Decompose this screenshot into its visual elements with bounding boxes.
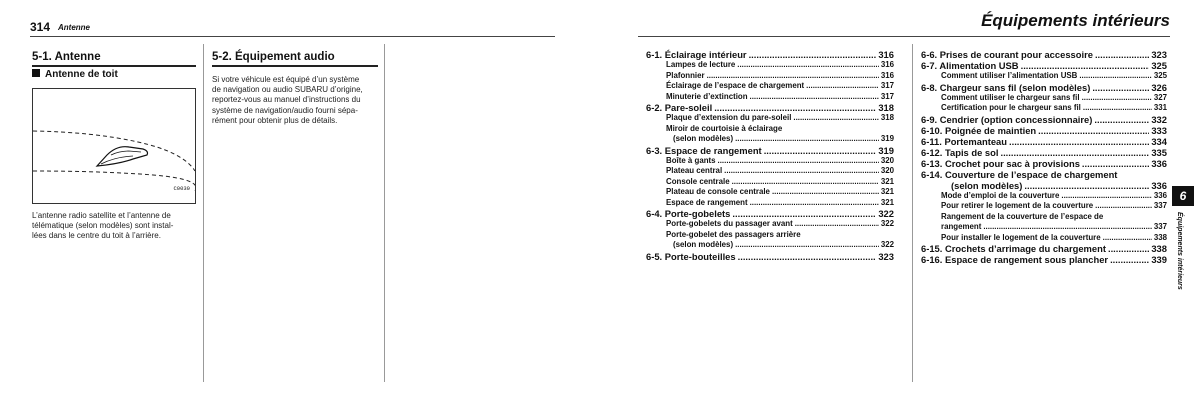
toc-leader-dots	[750, 198, 879, 209]
toc-entry	[646, 240, 894, 251]
roof-antenna-figure	[32, 88, 196, 204]
toc-entry	[646, 166, 894, 177]
toc-entry	[921, 254, 1167, 265]
toc-entry-label: (selon modèles)	[673, 134, 734, 143]
toc-entry-label: Pour installer le logement de la couverture	[941, 232, 1101, 242]
toc-leader-dots	[1083, 103, 1152, 114]
toc-entry-page: 321	[880, 187, 894, 196]
toc-entry	[646, 177, 894, 188]
toc-entry-page: 326	[1151, 81, 1167, 93]
toc-entry	[646, 230, 894, 241]
toc-entry-page: 317	[880, 81, 894, 90]
toc-leader-dots	[1082, 158, 1149, 169]
toc-entry-label: Plateau de console centrale	[666, 187, 770, 196]
toc-entry	[921, 103, 1167, 114]
toc-entry-page: 317	[880, 91, 894, 101]
header-rule	[638, 36, 1170, 37]
toc-entry	[646, 124, 894, 135]
toc-entry	[646, 102, 894, 113]
header-rule	[30, 36, 555, 37]
toc-entry-label: Certification pour le chargeur sans fil	[941, 103, 1081, 112]
column-divider	[203, 44, 204, 382]
toc-entry-label: (selon modèles)	[673, 240, 734, 249]
toc-entry-page: 319	[878, 144, 894, 156]
toc-entry-label: 6-11. Portemanteau	[921, 135, 1007, 147]
toc-entry-page: 336	[1153, 190, 1167, 200]
toc-entry-label: Plafonnier	[666, 70, 705, 80]
chapter-title: Équipements intérieurs	[981, 11, 1170, 30]
toc-leader-dots	[1095, 49, 1149, 60]
toc-entry-page: 320	[880, 155, 894, 165]
toc-leader-dots	[750, 92, 879, 103]
section-heading-antenne: 5-1. Antenne	[32, 51, 101, 63]
text-line: système de navigation/audio fourni sépa-	[212, 105, 358, 115]
right-page	[600, 0, 1200, 402]
section-rule	[212, 65, 378, 67]
toc-entry-label: 6-14. Couverture de l’espace de chargement	[921, 168, 1118, 180]
section-rule	[32, 65, 196, 67]
toc-entry	[646, 251, 894, 262]
toc-leader-dots	[983, 222, 1151, 233]
toc-entry-page: 337	[1153, 201, 1167, 210]
toc-leader-dots	[714, 102, 876, 113]
toc-entry-page: 323	[878, 250, 894, 262]
toc-entry-label: 6-3. Espace de rangement	[646, 144, 762, 156]
toc-entry	[921, 243, 1167, 254]
toc-leader-dots	[735, 240, 879, 251]
toc-entry	[646, 219, 894, 230]
toc-entry-label: Plateau central	[666, 166, 723, 175]
toc-entry-label: Espace de rangement	[666, 197, 748, 207]
toc-entry-page: 336	[1151, 179, 1167, 191]
column-divider	[912, 44, 913, 382]
square-bullet-icon	[32, 69, 40, 77]
toc-entry	[921, 49, 1167, 60]
toc-column-1	[646, 49, 894, 262]
toc-leader-dots	[1108, 243, 1149, 254]
toc-leader-dots	[718, 156, 879, 167]
toc-entry-page: 334	[1151, 135, 1167, 147]
toc-entry	[921, 60, 1167, 71]
toc-column-2	[921, 49, 1167, 265]
toc-entry	[646, 92, 894, 103]
toc-entry-page: 332	[1151, 113, 1167, 125]
toc-leader-dots	[1009, 136, 1149, 147]
subheading-text: Antenne de toit	[45, 69, 118, 80]
toc-leader-dots	[707, 71, 879, 82]
toc-entry-label: Pour retirer le logement de la couverture	[941, 201, 1094, 210]
toc-leader-dots	[738, 251, 877, 262]
text-line: lées dans le centre du toit à l’arrière.	[32, 231, 161, 241]
chapter-tab-label: Équipements intérieurs	[1176, 212, 1183, 290]
toc-leader-dots	[1079, 71, 1151, 82]
toc-entry	[921, 158, 1167, 169]
toc-entry-label: Mode d’emploi de la couverture	[941, 190, 1060, 200]
toc-entry-page: 321	[880, 176, 894, 186]
toc-entry-page: 316	[880, 70, 894, 80]
toc-entry	[921, 180, 1167, 191]
toc-entry	[921, 169, 1167, 180]
page-number: 314	[30, 20, 51, 34]
toc-entry-label: Comment utiliser le chargeur sans fil	[941, 92, 1080, 102]
toc-entry-label: 6-15. Crochets d’arrimage du chargement	[921, 243, 1106, 254]
toc-entry-page: 327	[1153, 92, 1167, 102]
toc-entry-label: 6-6. Prises de courant pour accessoire	[921, 49, 1093, 60]
section-heading-audio: 5-2. Équipement audio	[212, 51, 335, 63]
toc-entry	[921, 93, 1167, 104]
toc-entry-label: Porte-gobelet des passagers arrière	[666, 229, 801, 239]
antenna-description	[32, 211, 202, 242]
toc-entry-label: 6-12. Tapis de sol	[921, 146, 999, 158]
toc-entry-label: 6-9. Cendrier (option concessionnaire)	[921, 113, 1093, 125]
toc-entry-label: Boîte à gants	[666, 155, 716, 165]
text-line: rément pour obtenir plus de détails.	[212, 115, 338, 125]
toc-entry-page: 320	[880, 166, 894, 175]
toc-entry-page: 322	[880, 219, 894, 228]
toc-entry	[921, 212, 1167, 223]
toc-leader-dots	[772, 187, 879, 198]
toc-entry	[921, 114, 1167, 125]
toc-entry-page: 318	[878, 102, 894, 113]
toc-entry-label: Minuterie d’extinction	[666, 91, 748, 101]
roof-antenna-illustration	[33, 89, 195, 203]
toc-entry-page: 336	[1151, 157, 1167, 169]
toc-leader-dots	[1082, 93, 1152, 104]
text-line: L’antenne radio satellite et l’antenne de	[32, 211, 171, 220]
toc-entry-label: Éclairage de l’espace de chargement	[666, 81, 805, 90]
toc-entry-label: Lampes de lecture	[666, 60, 736, 69]
toc-entry-label: 6-10. Poignée de maintien	[921, 124, 1037, 136]
toc-entry-label: 6-13. Crochet pour sac à provisions	[921, 157, 1080, 169]
toc-entry-label: 6-16. Espace de rangement sous plancher	[921, 254, 1109, 265]
running-title: Antenne	[58, 23, 90, 32]
toc-leader-dots	[732, 208, 876, 219]
toc-entry-page: 339	[1151, 254, 1167, 265]
toc-entry-page: 316	[880, 60, 894, 69]
toc-entry	[646, 113, 894, 124]
text-line: reportez-vous au manuel d’instructions du	[212, 95, 361, 105]
toc-entry	[646, 198, 894, 209]
toc-entry-page: 337	[1153, 222, 1167, 231]
toc-entry	[646, 156, 894, 167]
toc-leader-dots	[1103, 233, 1152, 244]
toc-entry-page: 338	[1153, 232, 1167, 242]
subheading-antenne-de-toit	[32, 69, 118, 80]
toc-entry	[921, 82, 1167, 93]
toc-entry-label: Console centrale	[666, 176, 730, 186]
toc-entry-page: 323	[1151, 49, 1167, 60]
toc-entry	[921, 233, 1167, 244]
toc-leader-dots	[724, 166, 879, 177]
toc-leader-dots	[735, 134, 879, 145]
toc-entry-page: 335	[1151, 146, 1167, 158]
toc-entry-page: 318	[880, 113, 894, 122]
toc-entry-page: 322	[878, 208, 894, 219]
toc-leader-dots	[1110, 254, 1149, 265]
toc-entry	[921, 147, 1167, 158]
toc-entry	[646, 187, 894, 198]
toc-entry-label: Miroir de courtoisie à éclairage	[666, 123, 783, 133]
toc-entry-label: Rangement de la couverture de l’espace de	[941, 211, 1104, 221]
toc-entry-label: Porte-gobelets du passager avant	[666, 219, 793, 228]
toc-leader-dots	[1061, 191, 1151, 202]
toc-entry-label: Comment utiliser l’alimentation USB	[941, 71, 1078, 80]
toc-entry	[921, 191, 1167, 202]
toc-leader-dots	[732, 177, 879, 188]
chapter-tab: 6	[1172, 186, 1194, 206]
toc-entry-page: 325	[1151, 60, 1167, 71]
toc-entry-label: 6-1. Éclairage intérieur	[646, 49, 747, 60]
toc-entry-label: rangement	[941, 222, 982, 231]
toc-entry	[921, 136, 1167, 147]
toc-leader-dots	[806, 81, 879, 92]
toc-leader-dots	[737, 60, 879, 71]
toc-leader-dots	[795, 219, 879, 230]
toc-leader-dots	[764, 145, 877, 156]
text-line: de navigation ou audio SUBARU d’origine,	[212, 85, 363, 95]
toc-entry	[646, 145, 894, 156]
toc-entry	[921, 71, 1167, 82]
toc-entry-page: 338	[1151, 243, 1167, 254]
toc-entry-page: 331	[1153, 103, 1167, 112]
audio-description	[212, 75, 384, 126]
toc-entry-page: 316	[878, 49, 894, 60]
figure-code: C0030	[173, 185, 190, 192]
toc-leader-dots	[1092, 82, 1149, 93]
toc-entry	[921, 222, 1167, 233]
toc-leader-dots	[1024, 180, 1149, 191]
toc-entry-page: 333	[1151, 124, 1167, 136]
toc-leader-dots	[1021, 60, 1150, 71]
toc-entry	[646, 71, 894, 82]
toc-entry-label: Plaque d’extension du pare-soleil	[666, 113, 792, 122]
toc-leader-dots	[1094, 114, 1149, 125]
toc-leader-dots	[1038, 125, 1149, 136]
toc-leader-dots	[749, 49, 877, 60]
toc-entry	[921, 201, 1167, 212]
toc-leader-dots	[793, 113, 878, 124]
toc-entry-page: 321	[880, 197, 894, 207]
toc-entry-page: 319	[880, 134, 894, 143]
toc-entry-label: 6-8. Chargeur sans fil (selon modèles)	[921, 81, 1091, 93]
toc-entry-label: 6-7. Alimentation USB	[921, 60, 1019, 71]
toc-entry-label: (selon modèles)	[951, 179, 1023, 191]
text-line: Si votre véhicule est équipé d’un système	[212, 75, 360, 84]
toc-entry-page: 322	[880, 240, 894, 249]
toc-entry-page: 325	[1153, 71, 1167, 80]
toc-entry-label: 6-4. Porte-gobelets	[646, 208, 731, 219]
toc-entry-label: 6-5. Porte-bouteilles	[646, 250, 736, 262]
toc-entry	[646, 60, 894, 71]
toc-leader-dots	[1000, 147, 1149, 158]
toc-leader-dots	[1095, 201, 1152, 212]
toc-entry	[921, 125, 1167, 136]
column-divider	[384, 44, 385, 382]
toc-entry-label: 6-2. Pare-soleil	[646, 102, 713, 113]
toc-entry	[646, 208, 894, 219]
text-line: télématique (selon modèles) sont instal-	[32, 221, 174, 231]
toc-entry	[646, 81, 894, 92]
toc-entry	[646, 49, 894, 60]
toc-entry	[646, 134, 894, 145]
